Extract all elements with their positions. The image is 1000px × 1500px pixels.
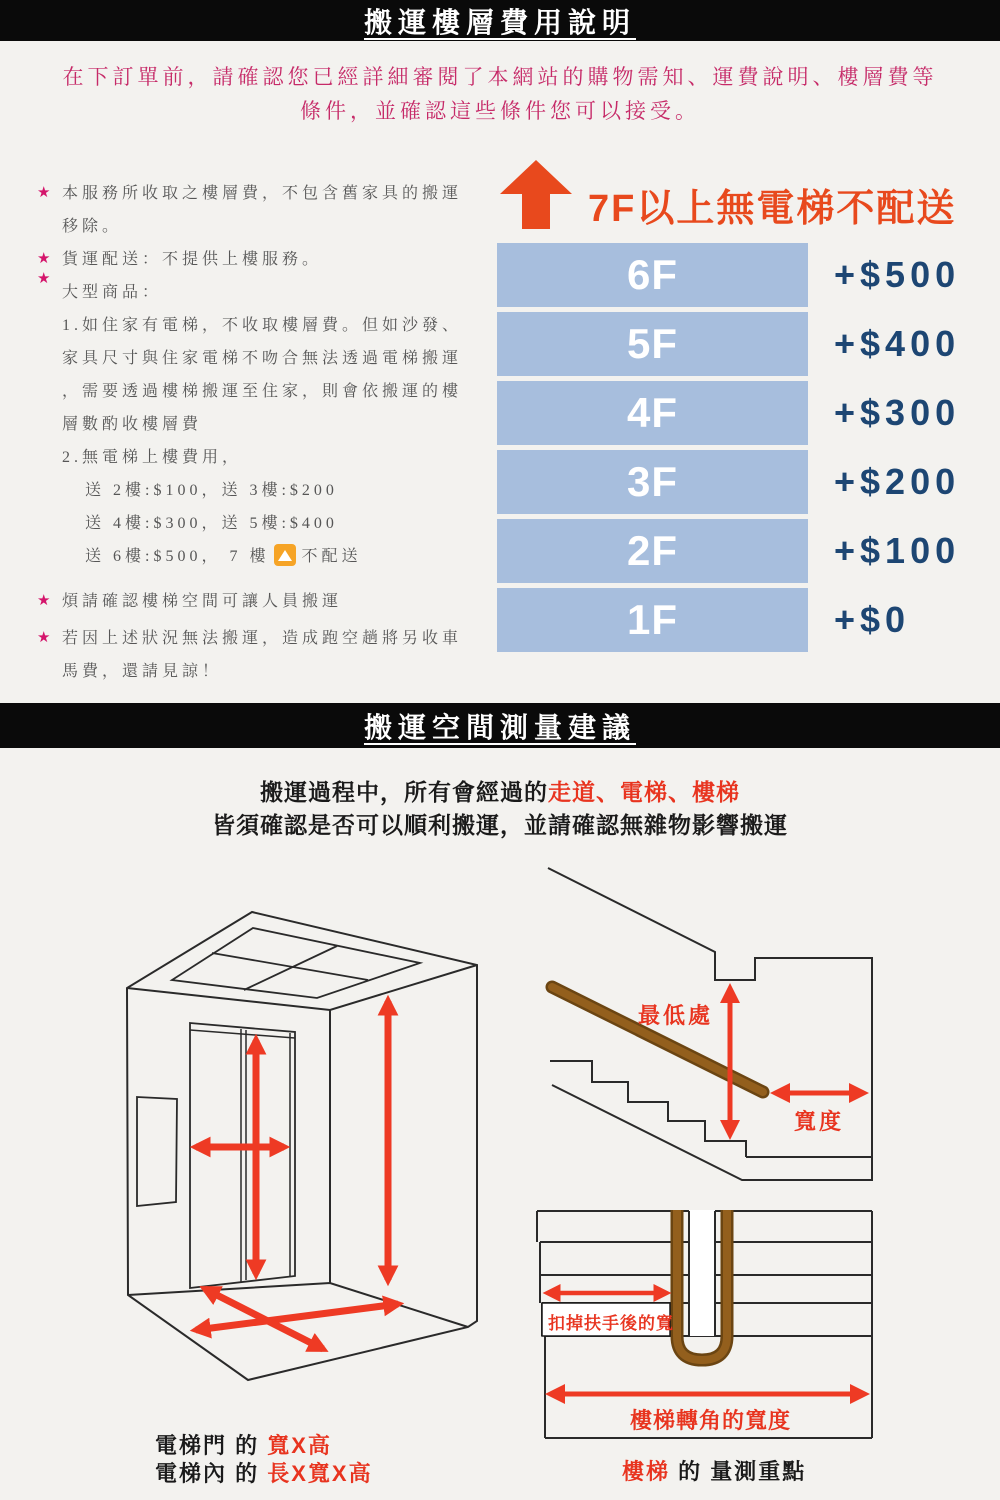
fee-value: +$200 — [834, 461, 961, 502]
floor-cell: 3F — [497, 450, 808, 514]
section1-title-bar — [0, 0, 1000, 41]
floor-row — [497, 243, 977, 307]
stairs-width-label: 寬度 — [794, 1109, 845, 1134]
corner-width-label: 樓梯轉角的寬度 — [630, 1408, 792, 1433]
star-icon: ★ — [37, 630, 51, 646]
stairs-diagram — [520, 855, 1000, 1190]
floor-row — [497, 450, 977, 514]
star-icon: ★ — [37, 593, 51, 609]
up-arrow-icon — [496, 160, 586, 234]
note-line: 1.如住家有電梯，不收取樓層費。但如沙發、 — [62, 317, 463, 334]
floor-cell: 6F — [497, 243, 808, 307]
stairwell-void — [689, 1210, 715, 1336]
width-minus-handrail-label: 扣掉扶手後的寬 — [548, 1314, 674, 1333]
star-icon: ★ — [37, 251, 51, 267]
desc-line-2: 皆須確認是否可以順利搬運，並請確認無雜物影響搬運 — [212, 812, 788, 838]
floor-cell: 1F — [497, 588, 808, 652]
floor-cell: 4F — [497, 381, 808, 445]
note-line: 馬費，還請見諒！ — [62, 663, 223, 680]
section2-title-bar — [0, 703, 1000, 748]
fee-value: +$0 — [834, 599, 911, 640]
note-line: 移除。 — [62, 218, 123, 235]
note-line: 送 6樓:$500， 7 樓 不配送 — [35, 540, 505, 573]
note-line: ★ 本服務所收取之樓層費，不包含舊家具的搬運 — [35, 177, 505, 210]
note-line: 家具尺寸與住家電梯不吻合無法透過電梯搬運 — [62, 350, 463, 367]
no-elevator-banner: 7F以上無電梯不配送 — [588, 188, 957, 230]
note-line: 送 4樓:$300，送 5樓:$400 — [85, 515, 338, 532]
fee-value: +$500 — [834, 254, 961, 295]
stair-corner-diagram — [520, 1190, 1000, 1500]
floor-fee-table — [497, 243, 977, 657]
section1-title: 搬運樓層費用說明 — [363, 6, 636, 38]
floor-row — [497, 519, 977, 583]
intro-line-2: 條件，並確認這些條件您可以接受。 — [300, 99, 700, 123]
elevator-door-caption: 電梯門 的 寬X高 — [155, 1433, 332, 1458]
note-line: 層數酌收樓層費 — [62, 416, 203, 433]
elevator-inside-caption: 電梯內 的 長X寬X高 — [155, 1461, 373, 1486]
floor-row — [497, 381, 977, 445]
floor-cell: 5F — [497, 312, 808, 376]
stairs-measure-caption: 樓梯 的 量測重點 — [622, 1459, 807, 1484]
note-line: ★ 煩請確認樓梯空間可讓人員搬運 — [35, 585, 505, 618]
fee-value: +$100 — [834, 530, 961, 571]
notes-list — [35, 177, 505, 688]
intro-line-1: 在下訂單前，請確認您已經詳細審閱了本網站的購物需知、運費說明、樓層費等 — [62, 65, 938, 89]
scroll-top-icon — [274, 544, 296, 566]
desc-line-1: 搬運過程中，所有會經過的走道、電梯、樓梯 — [260, 779, 740, 805]
note-line: 送 2樓:$100，送 3樓:$200 — [85, 482, 338, 499]
note-line: ★ 若因上述狀況無法搬運，造成跑空趟將另收車 — [35, 622, 505, 655]
star-icon: ★ — [37, 271, 51, 287]
fee-value: +$400 — [834, 323, 961, 364]
fee-value: +$300 — [834, 392, 961, 433]
section2-title: 搬運空間測量建議 — [363, 711, 636, 743]
intro-text — [0, 60, 1000, 128]
note-line: ★ 大型商品： — [35, 276, 505, 309]
floor-cell: 2F — [497, 519, 808, 583]
note-line: 2.無電梯上樓費用， — [62, 449, 243, 466]
elevator-diagram — [90, 880, 530, 1440]
floor-row — [497, 588, 977, 652]
floor-row — [497, 312, 977, 376]
lowest-point-label: 最低處 — [638, 1003, 714, 1028]
measure-description — [0, 776, 1000, 842]
note-line: ，需要透過樓梯搬運至住家，則會依搬運的樓 — [62, 383, 463, 400]
star-icon: ★ — [37, 185, 51, 201]
note-line: ★ 貨運配送：不提供上樓服務。 — [35, 243, 505, 276]
